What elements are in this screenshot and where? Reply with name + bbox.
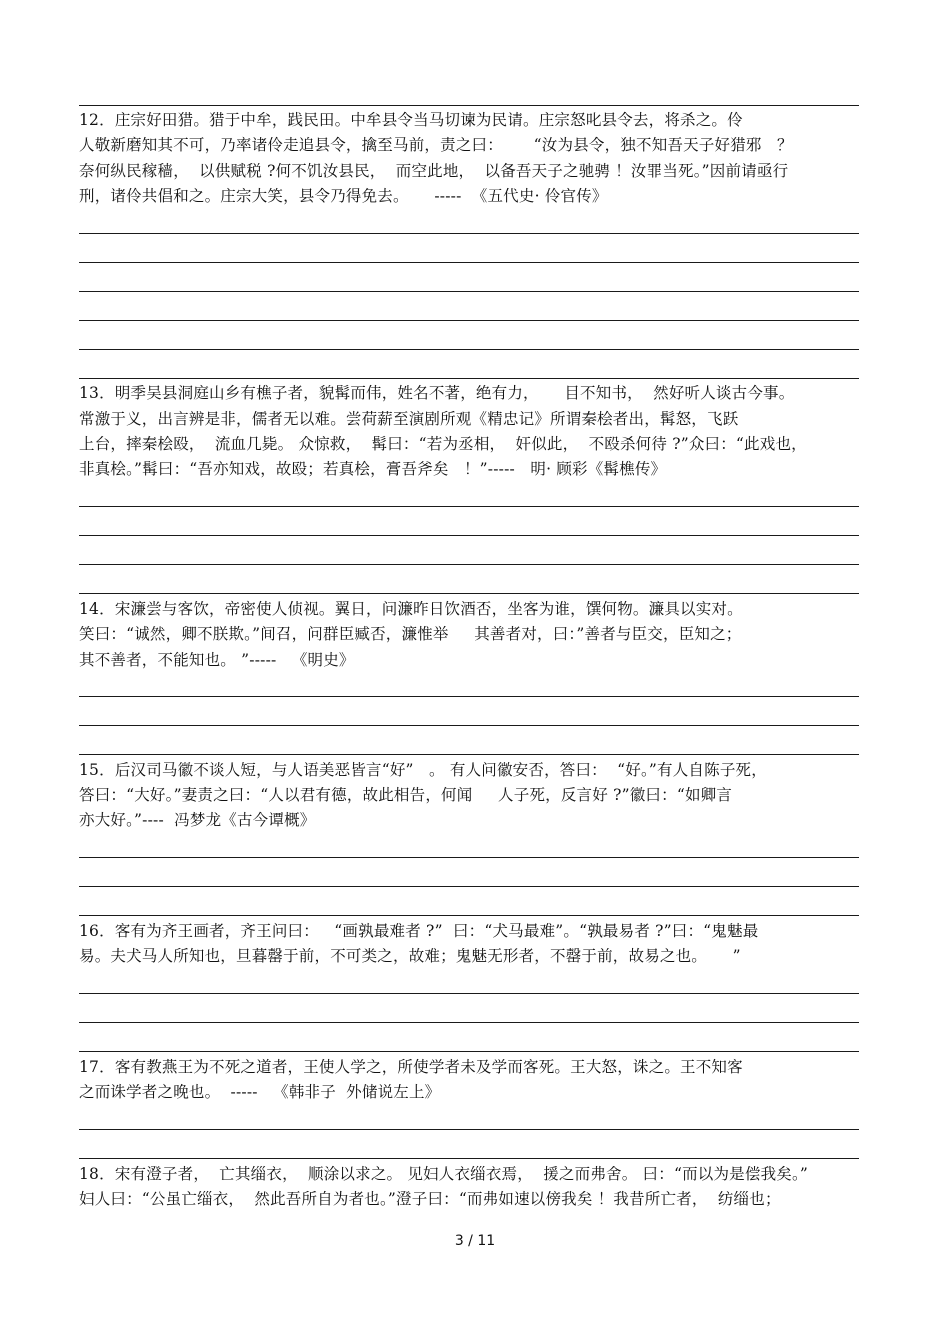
answer-line xyxy=(79,506,859,507)
answer-line xyxy=(79,725,859,726)
passage-17-line-2: 之而诛学者之晚也。 ----- 《韩非子 外储说左上》 xyxy=(79,1083,441,1101)
answer-line xyxy=(79,349,859,350)
answer-line xyxy=(79,564,859,565)
answer-line xyxy=(79,886,859,887)
passage-15-line-3: 亦大好。”---- 冯梦龙《古今谭概》 xyxy=(79,811,316,829)
passage-16-line-2: 易。夫犬马人所知也，旦暮罄于前，不可类之，故难；鬼魅无形者，不罄于前，故易之也。 ” xyxy=(79,947,741,965)
passage-18-line-2: 妇人曰：“公虽亡缁衣， 然此吾所自为者也。”澄子曰：“而弗如速以傍我矣 ！我昔所亡者， 纺缁也； xyxy=(79,1190,781,1208)
answer-line xyxy=(79,378,859,379)
passage-13-line-4: 非真桧。”髯曰：“吾亦知戏，故殴；若真桧，膏吾斧矣 ！”----- 明· 顾彩《髯樵传》 xyxy=(79,460,667,478)
passage-14-line-3: 其不善者，不能知也。 ”----- 《明史》 xyxy=(79,651,355,669)
passage-14-line-2: 笑曰：“诚然，卿不朕欺。”间召，问群臣臧否，濂惟举 其善者对，曰：”善者与臣交，臣知之； xyxy=(79,625,742,643)
passage-12-line-4: 刑，诸伶共倡和之。庄宗大笑，县令乃得免去。 ----- 《五代史· 伶官传》 xyxy=(79,187,608,205)
passage-15-line-1: 15．后汉司马徽不谈人短，与人语美恶皆言“好” 。 有人问徽安否，答曰： “好。”有人自陈子死， xyxy=(79,761,767,779)
passage-17-line-1: 17．客有教燕王为不死之道者，王使人学之，所使学者未及学而客死。王大怒，诛之。王不知客 xyxy=(79,1058,743,1076)
answer-line xyxy=(79,1129,859,1130)
answer-line xyxy=(79,291,859,292)
answer-line xyxy=(79,1051,859,1052)
answer-line xyxy=(79,993,859,994)
passage-12-line-2: 人敬新磨知其不可，乃率诸伶走追县令，擒至马前，责之曰： “汝为县令，独不知吾天子好猎邪 ？ xyxy=(79,136,793,154)
answer-line xyxy=(79,593,859,594)
passage-12-line-1: 12．庄宗好田猎。猎于中牟，践民田。中牟县令当马切谏为民请。庄宗怒叱县令去，将杀之。伶 xyxy=(79,111,743,129)
passage-13-line-1: 13．明季吴县洞庭山乡有樵子者，貌髯而伟，姓名不著，绝有力， 目不知书， 然好听人谈古今事。 xyxy=(79,384,795,402)
answer-line xyxy=(79,535,859,536)
answer-line xyxy=(79,857,859,858)
passage-16-line-1: 16．客有为齐王画者，齐王问曰： “画孰最难者 ?” 曰：“犬马最难”。“孰最易者 ?”曰：“鬼魅最 xyxy=(79,922,759,940)
passage-top-rule xyxy=(79,105,859,106)
passage-13-line-2: 常激于义，出言辨是非，儒者无以难。尝荷薪至演剧所观《精忠记》所谓秦桧者出，髯怒，飞跃 xyxy=(79,410,739,428)
passage-18-line-1: 18．宋有澄子者， 亡其缁衣， 顺涂以求之。 见妇人衣缁衣焉， 援之而弗舍。 曰：“而以为是偿我矣。” xyxy=(79,1165,809,1183)
answer-line xyxy=(79,696,859,697)
answer-line xyxy=(79,233,859,234)
answer-line xyxy=(79,1022,859,1023)
passage-13-line-3: 上台，摔秦桧殴， 流血几毙。 众惊救， 髯曰：“若为丞相， 奸似此， 不殴杀何待 ?”众曰：“此戏也， xyxy=(79,435,807,453)
passage-15-line-2: 答曰：“大好。”妻责之曰：“人以君有德，故此相告，何闻 人子死，反言好 ?”徽曰：“如卿言 xyxy=(79,786,733,804)
passage-14-line-1: 14．宋濂尝与客饮，帝密使人侦视。翼日，问濂昨日饮酒否，坐客为谁，馔何物。濂具以实对。 xyxy=(79,600,743,618)
passage-12-line-3: 奈何纵民稼穑， 以供赋税 ?何不饥汝县民， 而空此地， 以备吾天子之驰骋 ！汝罪当死。”因前请亟行 xyxy=(79,162,789,180)
answer-line xyxy=(79,262,859,263)
answer-line xyxy=(79,915,859,916)
answer-line xyxy=(79,320,859,321)
answer-line xyxy=(79,1158,859,1159)
answer-line xyxy=(79,754,859,755)
page-number: 3 / 11 xyxy=(454,1233,496,1249)
